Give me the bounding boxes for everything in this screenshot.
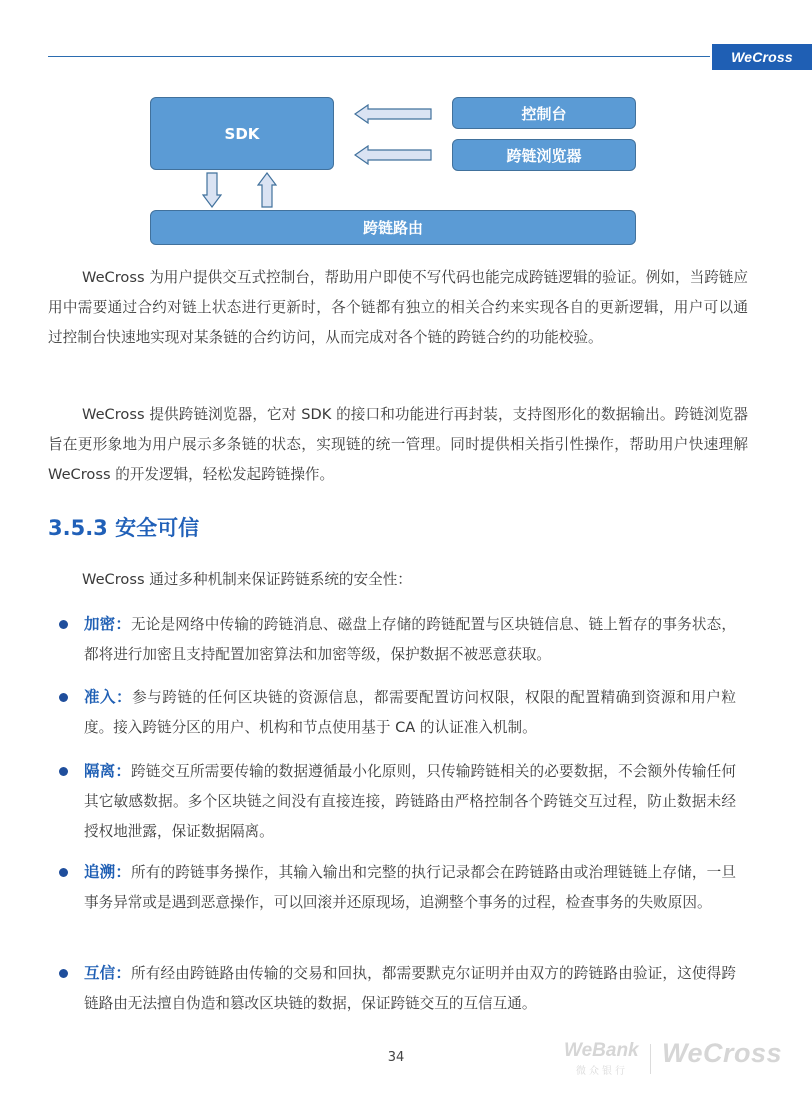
- bullet-dot-icon: [59, 767, 68, 776]
- bullet-access: [84, 682, 736, 743]
- bullet-mutual-trust: [84, 958, 736, 1019]
- bullet-text: 跨链交互所需要传输的数据遵循最小化原则，只传输跨链相关的必要数据，不会额外传输任何其它敏感数据。多个区块链之间没有直接连接，跨链路由严格控制各个跨链交互过程，防止数据未经授权地泄露，保证数据隔离。: [84, 763, 736, 840]
- header-rule: [48, 56, 710, 57]
- arrow-down-icon: [202, 172, 222, 208]
- bullet-label: 隔离：: [84, 762, 131, 780]
- console-box: [452, 97, 636, 129]
- bullet-encryption: [84, 609, 736, 670]
- bullet-text: 无论是网络中传输的跨链消息、磁盘上存储的跨链配置与区块链信息、链上暂存的事务状态，都将进行加密且支持配置加密算法和加密等级，保护数据不被恶意获取。: [84, 616, 736, 663]
- router-box: [150, 210, 636, 245]
- section-heading: 3.5.3 安全可信: [48, 516, 200, 540]
- page-number: 34: [387, 1050, 405, 1065]
- bullet-label: 互信：: [84, 964, 131, 982]
- watermark-divider: [650, 1044, 651, 1074]
- bullet-label: 追溯：: [84, 863, 131, 881]
- browser-box: [452, 139, 636, 171]
- bullet-dot-icon: [59, 620, 68, 629]
- browser-label: 跨链浏览器: [506, 146, 582, 165]
- bullet-text: 所有的跨链事务操作，其输入输出和完整的执行记录都会在跨链路由或治理链链上存储，一旦事务异常或是遇到恶意操作，可以回滚并还原现场，追溯整个事务的过程，检查事务的失败原因。: [84, 864, 736, 911]
- webank-watermark: WeBank: [564, 1040, 639, 1061]
- bullet-dot-icon: [59, 969, 68, 978]
- sdk-box: [150, 97, 334, 170]
- router-label: 跨链路由: [362, 219, 423, 237]
- security-intro: WeCross 通过多种机制来保证跨链系统的安全性：: [82, 571, 412, 588]
- bullet-traceability: [84, 857, 736, 918]
- bullet-dot-icon: [59, 693, 68, 702]
- bullet-isolation: [84, 756, 736, 847]
- arrow-left-icon: [354, 145, 432, 165]
- bullet-text: 所有经由跨链路由传输的交易和回执，都需要默克尔证明并由双方的跨链路由验证，这使得跨链路由无法擅自伪造和篡改区块链的数据，保证跨链交互的互信互通。: [84, 965, 736, 1012]
- arrow-up-icon: [257, 172, 277, 208]
- arrow-left-icon: [354, 104, 432, 124]
- paragraph-browser: WeCross 提供跨链浏览器，它对 SDK 的接口和功能进行再封装，支持图形化的数据输出。跨链浏览器旨在更形象地为用户展示多条链的状态，实现链的统一管理。同时提供相关指引性操作，帮助用户快速理解 WeCross 的开发逻辑，轻松发起跨链操作。: [48, 406, 748, 483]
- bullet-label: 加密：: [84, 615, 131, 633]
- wecross-watermark: WeCross: [662, 1038, 783, 1068]
- console-label: 控制台: [521, 104, 567, 123]
- wecross-logo: WeCross: [712, 44, 812, 70]
- bullet-text: 参与跨链的任何区块链的资源信息，都需要配置访问权限，权限的配置精确到资源和用户粒度。接入跨链分区的用户、机构和节点使用基于 CA 的认证准入机制。: [84, 689, 736, 736]
- sdk-label: SDK: [224, 124, 260, 143]
- bullet-label: 准入：: [84, 688, 133, 706]
- paragraph-console: WeCross 为用户提供交互式控制台，帮助用户即使不写代码也能完成跨链逻辑的验证。例如，当跨链应用中需要通过合约对链上状态进行更新时，各个链都有独立的相关合约来实现各自的更新逻辑，用户可以通过控制台快速地实现对某条链的合约访问，从而完成对各个链的跨链合约的功能校验。: [48, 269, 748, 346]
- webank-watermark-subtitle: 微众银行: [576, 1066, 628, 1077]
- bullet-dot-icon: [59, 868, 68, 877]
